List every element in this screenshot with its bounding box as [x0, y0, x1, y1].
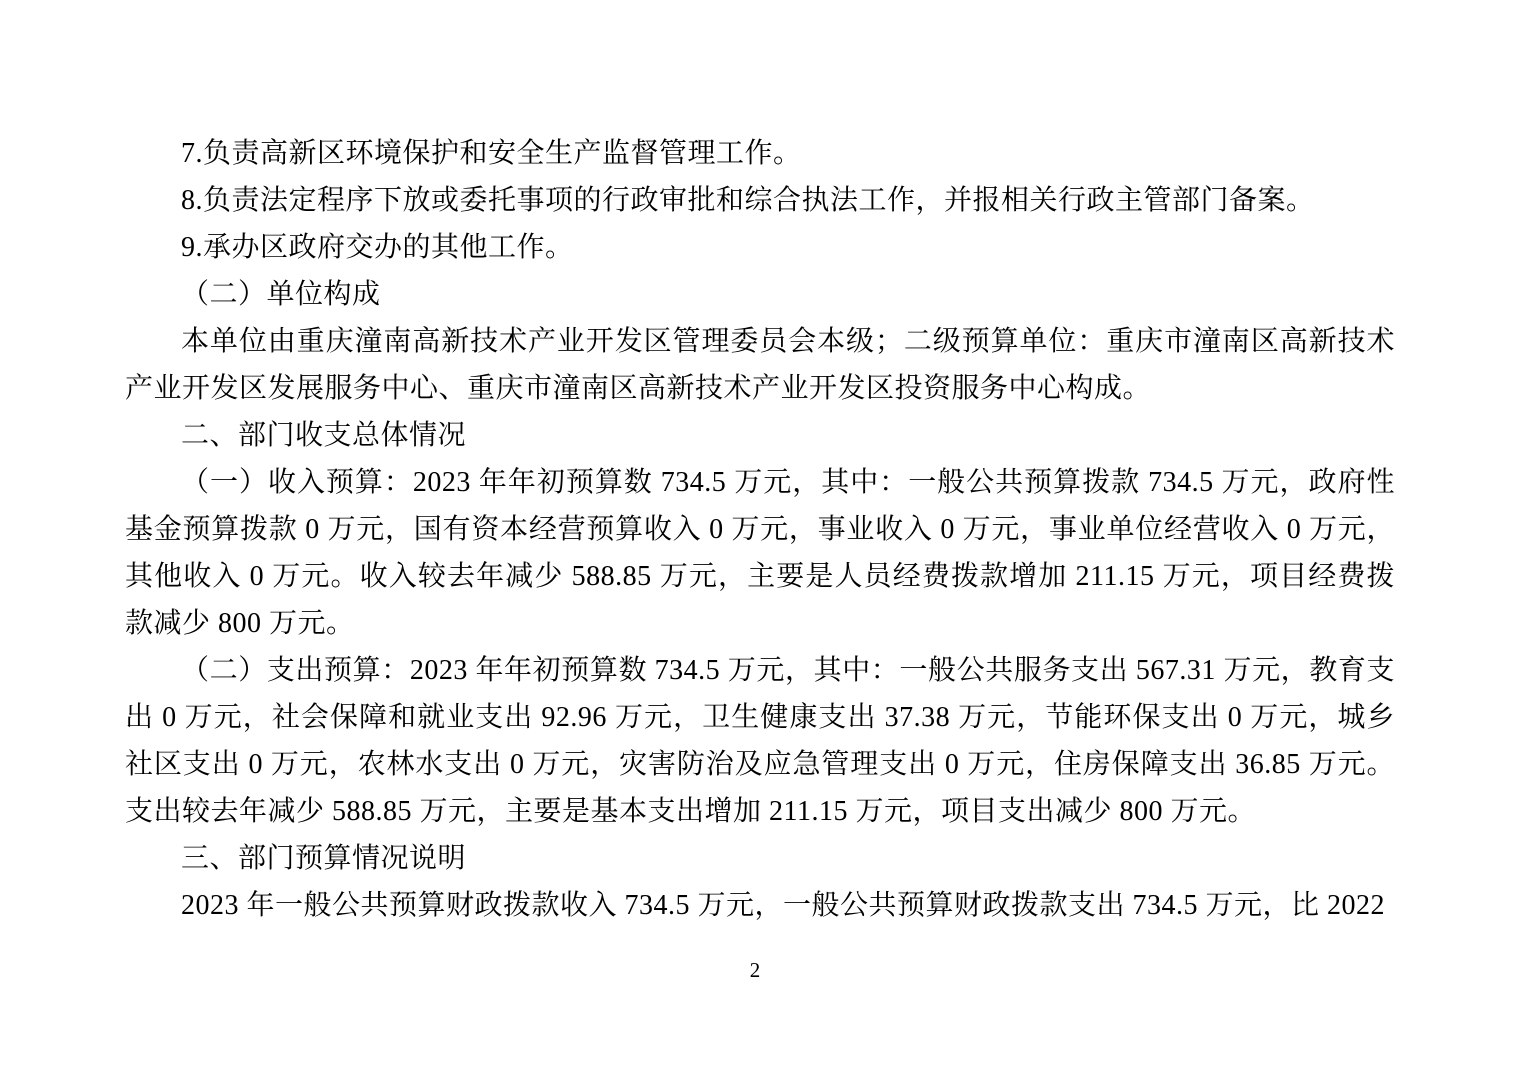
paragraph-revenue-budget: （一）收入预算：2023 年年初预算数 734.5 万元，其中：一般公共预算拨款 734.5 万元，政府性基金预算拨款 0 万元，国有资本经营预算收入 0 万元，事业收入 0 万元，事业单位经营收入 0 万元，其他收入 0 万元。收入较去年减少 588.85 万元，主要是人员经费拨款增加 211.15 万元，项目经费拨款减少 800 万元。 — [125, 467, 1395, 639]
section-heading-budget-explanation: 三、部门预算情况说明 — [181, 843, 467, 874]
paragraph-unit-composition: 本单位由重庆潼南高新技术产业开发区管理委员会本级；二级预算单位：重庆市潼南区高新技术产业开发区发展服务中心、重庆市潼南区高新技术产业开发区投资服务中心构成。 — [125, 326, 1395, 404]
paragraph-fiscal-allocation: 2023 年一般公共预算财政拨款收入 734.5 万元，一般公共预算财政拨款支出 734.5 万元，比 2022 — [181, 890, 1386, 921]
page-number: 2 — [749, 958, 761, 982]
section-heading-revenue-expenditure-overview: 二、部门收支总体情况 — [181, 420, 467, 451]
duty-item-9: 9.承办区政府交办的其他工作。 — [181, 232, 574, 263]
duty-item-8: 8.负责法定程序下放或委托事项的行政审批和综合执法工作，并报相关行政主管部门备案。 — [181, 185, 1315, 216]
section-heading-unit-composition: （二）单位构成 — [181, 279, 381, 310]
duty-item-7: 7.负责高新区环境保护和安全生产监督管理工作。 — [181, 138, 802, 169]
paragraph-expenditure-budget: （二）支出预算：2023 年年初预算数 734.5 万元，其中：一般公共服务支出 567.31 万元，教育支出 0 万元，社会保障和就业支出 92.96 万元，卫生健康支出 37.38 万元，节能环保支出 0 万元，城乡社区支出 0 万元，农林水支出 0 万元，灾害防治及应急管理支出 0 万元，住房保障支出 36.85 万元。支出较去年减少 588.85 万元，主要是基本支出增加 211.15 万元，项目支出减少 800 万元。 — [125, 655, 1395, 827]
document-body — [125, 130, 1395, 929]
